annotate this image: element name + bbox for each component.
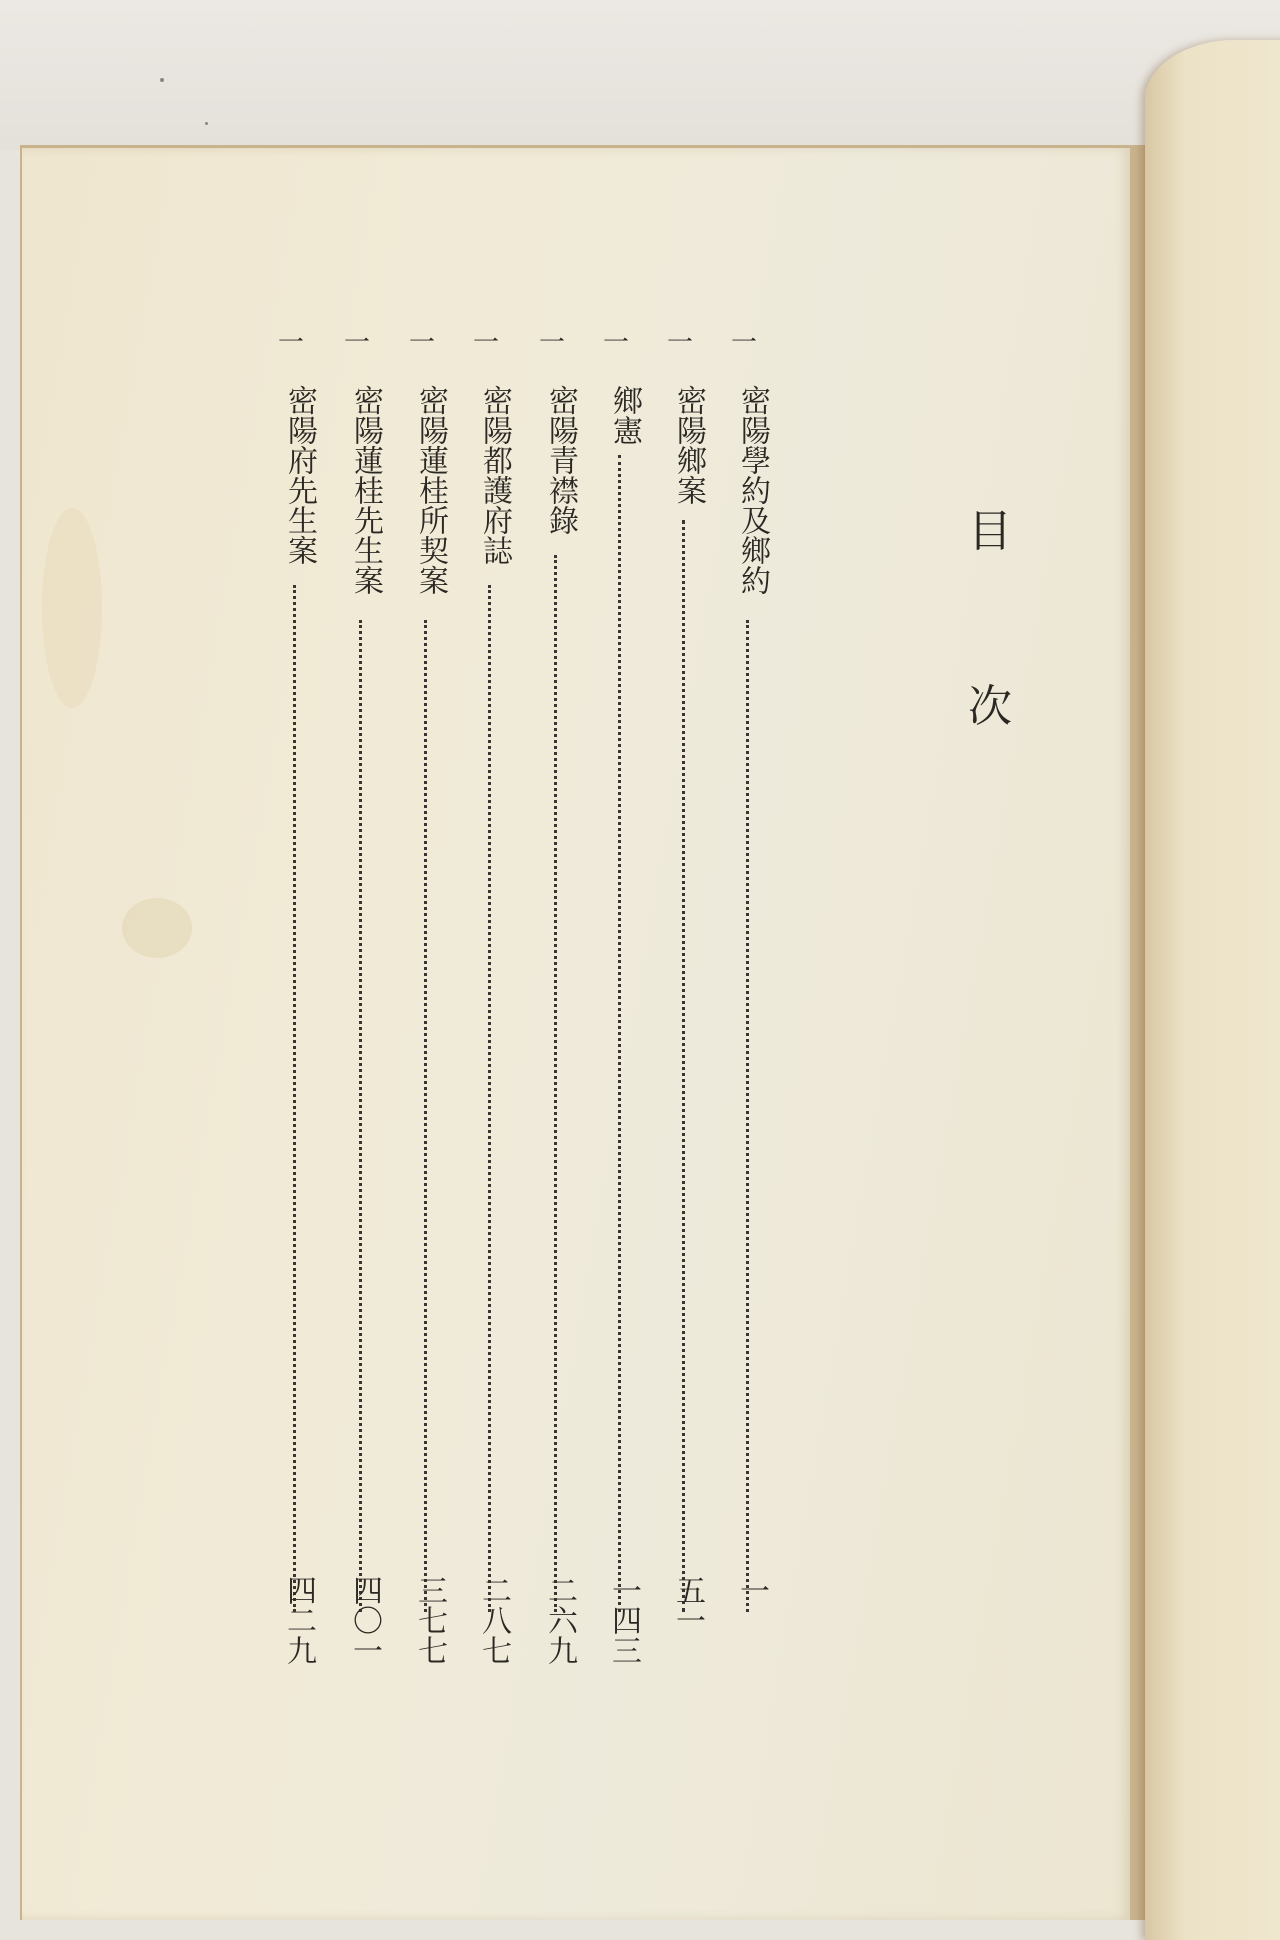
toc-entry: [661, 330, 707, 1710]
facing-page: [1145, 40, 1280, 1940]
entry-page-number: 四〇一: [347, 1575, 382, 1665]
entry-marker: 一: [603, 328, 630, 358]
entry-marker: 一: [539, 328, 566, 358]
entry-marker: 一: [667, 328, 694, 358]
toc-entry: [725, 330, 771, 1710]
entry-page-number: 二八七: [476, 1575, 511, 1665]
entry-title: 密陽學約及鄉約: [735, 385, 770, 595]
entry-title: 密陽鄉案: [671, 385, 706, 505]
dot-leader: [554, 555, 557, 1612]
paper-stain: [42, 508, 102, 708]
entry-title: 密陽蓮桂先生案: [348, 385, 383, 595]
entry-marker: 一: [731, 328, 758, 358]
entry-page-number: 五一: [670, 1575, 705, 1635]
dot-leader: [746, 620, 749, 1612]
dust-speck: [205, 122, 208, 125]
dust-speck: [160, 78, 164, 82]
dot-leader: [359, 620, 362, 1612]
entry-title: 密陽蓮桂所契案: [413, 385, 448, 595]
dot-leader: [682, 520, 685, 1612]
entry-page-number: 一: [734, 1575, 769, 1605]
toc-entry: [597, 330, 643, 1710]
toc-entry: [467, 330, 513, 1710]
dot-leader: [488, 585, 491, 1612]
toc-entry: [272, 330, 318, 1710]
heading-char: 次: [968, 681, 1012, 732]
heading-char: 目: [968, 506, 1012, 557]
entry-title: 密陽都護府誌: [477, 385, 512, 565]
entry-page-number: 四二九: [281, 1575, 316, 1665]
entry-marker: 一: [344, 328, 371, 358]
entry-marker: 一: [473, 328, 500, 358]
dot-leader: [618, 455, 621, 1612]
entry-marker: 一: [409, 328, 436, 358]
entry-page-number: 一四三: [606, 1575, 641, 1665]
toc-entry: [533, 330, 579, 1710]
toc-entry: [338, 330, 384, 1710]
background: [0, 0, 1280, 150]
dot-leader: [424, 620, 427, 1612]
dot-leader: [293, 585, 296, 1612]
entry-title: 密陽府先生案: [282, 385, 317, 565]
toc-heading: [960, 495, 1020, 734]
entry-title: 鄉憲: [607, 385, 642, 445]
paper-stain: [122, 898, 192, 958]
entry-page-number: 二六九: [542, 1575, 577, 1665]
toc-entry: [403, 330, 449, 1710]
entry-marker: 一: [278, 328, 305, 358]
entry-title: 密陽青襟錄: [543, 385, 578, 535]
entry-page-number: 三七七: [412, 1575, 447, 1665]
